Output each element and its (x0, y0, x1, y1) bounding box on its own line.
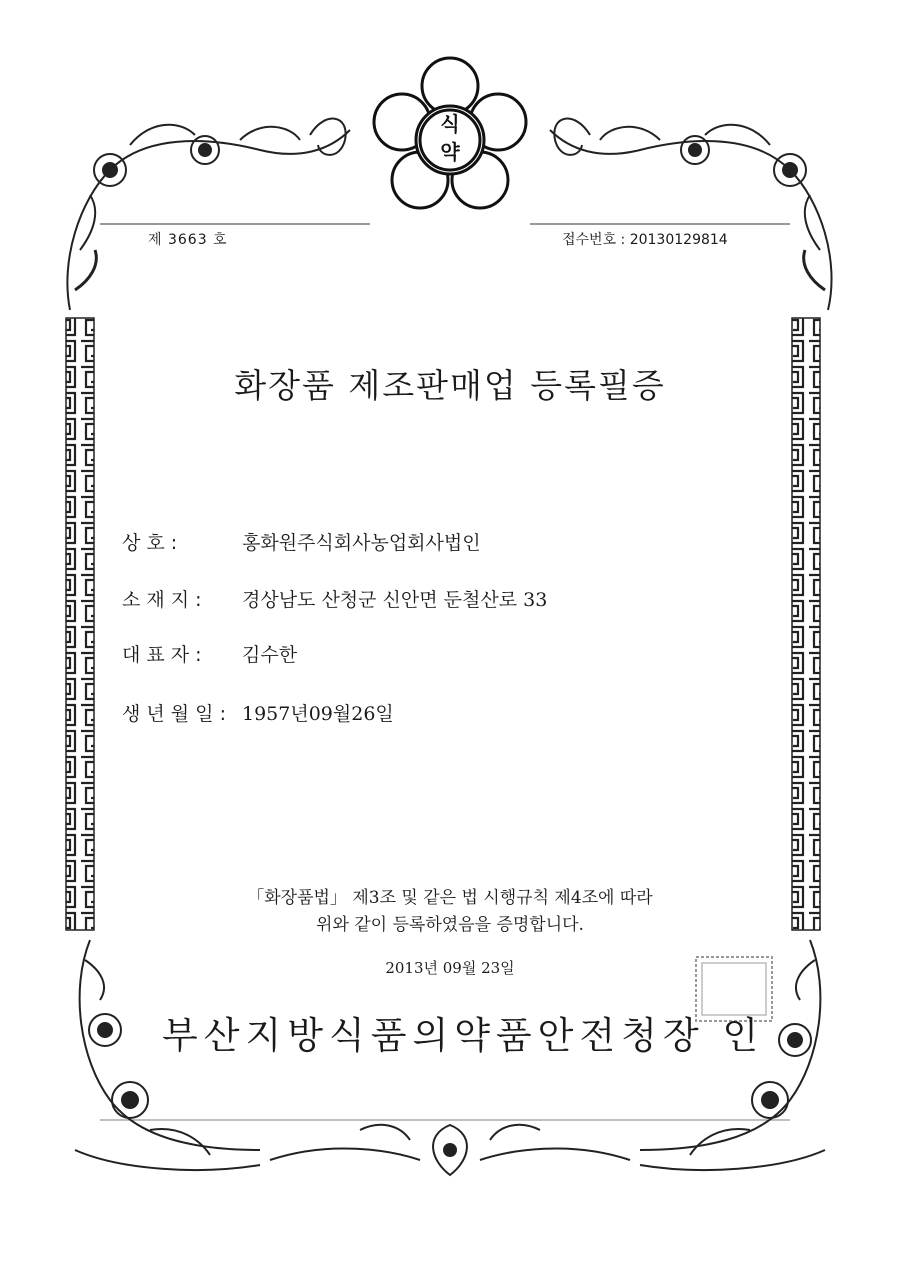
statement-line-1: 「화장품법」 제3조 및 같은 법 시행규칙 제4조에 따라 (247, 888, 653, 908)
issuer-name: 부산지방식품의약품안전청장 인 (162, 1014, 765, 1057)
field-value-representative: 김수한 (242, 644, 298, 666)
government-emblem (372, 52, 528, 220)
statement-line-2: 위와 같이 등록하였음을 증명합니다. (316, 915, 584, 935)
document-title: 화장품 제조판매업 등록필증 (234, 366, 666, 405)
emblem-char-top: 식 (440, 112, 460, 136)
issue-date: 2013년 09월 23일 (385, 959, 515, 977)
field-label-address: 소 재 지 : (122, 589, 202, 611)
floral-bottom-center (270, 1125, 630, 1175)
field-label-trade-name: 상 호 : (122, 532, 178, 554)
field-label-birth-date: 생 년 월 일 : (122, 703, 226, 725)
field-value-birth-date: 1957년09월26일 (242, 703, 394, 725)
floral-corner-top-right (550, 119, 832, 310)
floral-corner-top-left (67, 119, 350, 310)
field-value-address: 경상남도 산청군 신안면 둔철산로 33 (242, 589, 548, 611)
field-value-trade-name: 홍화원주식회사농업회사법인 (242, 532, 481, 554)
receipt-number: 접수번호 : 20130129814 (562, 232, 728, 248)
field-label-representative: 대 표 자 : (122, 644, 202, 666)
certificate-number: 제 3663 호 (148, 232, 228, 248)
emblem-char-bottom: 약 (440, 140, 460, 164)
